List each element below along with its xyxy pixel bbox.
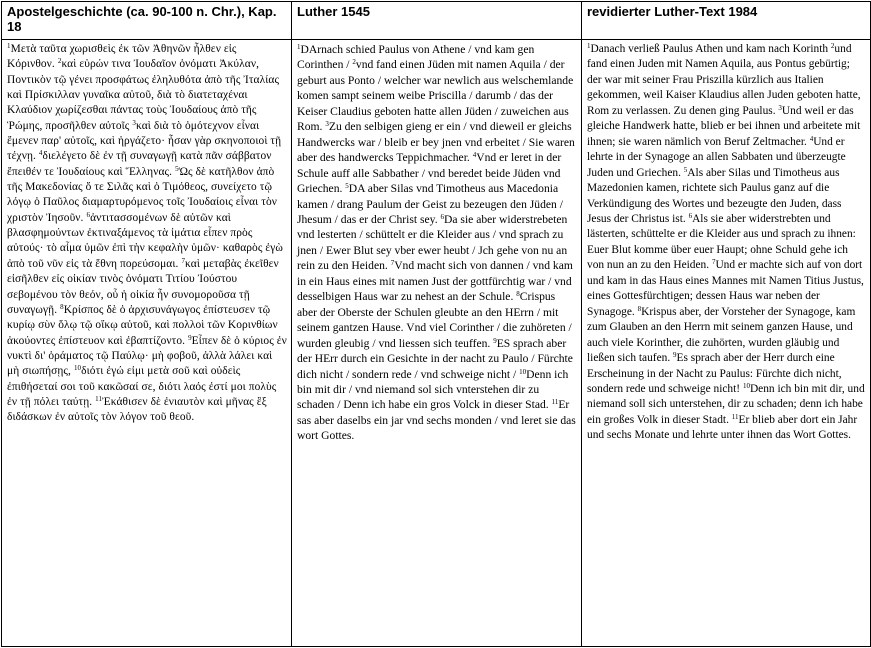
verse-number: 11 — [731, 412, 739, 421]
verse-text: Als sie aber widerstrebten und lästerten, schüttelte er die Kleider aus und sprach zu ihnen: Euer Blut komme über euer Haupt; ohne Schuld gehe ich von nun an zu den Heiden. — [587, 212, 856, 272]
verse-number: 2 — [830, 42, 835, 50]
verse-text: διελέγετο δὲ ἐν τῇ συναγωγῇ κατὰ πᾶν σάββατον ἔπειθέν τε Ἰουδαίους καὶ Ἕλληνας. — [7, 150, 272, 178]
synopsis-table — [1, 1, 871, 647]
header-greek: Apostelgeschichte (ca. 90-100 n. Chr.), Kap. 18 — [2, 2, 292, 40]
verse-number: 7 — [711, 258, 716, 267]
verse-text: Als aber Silas und Timotheus aus Mazedonien kamen, richtete sich Paulus ganz auf die Verkündigung des Wortes und bezeugte den Juden, dass Jesus der Christus ist. — [587, 166, 842, 225]
verse-number: 3 — [325, 120, 329, 129]
header-luther-1984: revidierter Luther-Text 1984 — [582, 2, 871, 40]
header-row — [2, 2, 871, 40]
verse-number: 6 — [688, 211, 693, 220]
verse-number: 5 — [175, 164, 179, 173]
verse-number: 3 — [132, 118, 136, 127]
verse-number: 7 — [390, 259, 395, 268]
verse-text: Da sie aber widerstrebeten vnd lesterten / schüttelt er die Kleider aus / vnd sprach zu jnen / Ewer Blut sey vber ewer heubt / Jch gehe von nu an rein zu den Heiden. — [297, 212, 568, 273]
verse-number: 10 — [742, 381, 750, 390]
verse-text: DArnach schied Paulus von Athene / vnd kam gen Corinthen / — [297, 43, 535, 72]
verse-text: Es sprach aber der Herr durch eine Erscheinung in der Nacht zu Paulus: Fürchte dich nicht, sondern rede und schweige nicht! — [587, 352, 842, 395]
verse-number: 1 — [297, 43, 301, 51]
verse-text: Denn ich bin mit dir, und niemand soll sich unterstehen, dir zu schaden; denn ich habe ein großes Volk in dieser Stadt. — [587, 382, 865, 426]
verse-number: 7 — [181, 256, 186, 265]
verse-text: Μετὰ ταῦτα χωρισθεὶς ἐκ τῶν Ἀθηνῶν ἦλθεν εἰς Κόρινθον. — [7, 43, 237, 71]
luther-1545-text-cell — [292, 40, 582, 647]
verse-number: 6 — [440, 212, 445, 221]
greek-text-cell — [2, 40, 292, 647]
verse-text: Vnd macht sich von dannen / vnd kam in ein Haus eines mit namen Just der gottfürchtig war / vnd desselbigen Haus war zu nehest an der Schule. — [297, 259, 573, 304]
header-luther-1545: Luther 1545 — [292, 2, 582, 40]
verse-number: 11 — [551, 398, 559, 407]
verse-text: Vnd er leret in der Schule auff alle Sabbather / vnd beredet beide Jüden vnd Griechen. — [297, 151, 562, 196]
verse-number: 9 — [493, 336, 497, 345]
verse-text: Und er lehrte in der Synagoge an allen Sabbaten und überzeugte Juden und Griechen. — [587, 135, 846, 179]
verse-number: 5 — [345, 182, 349, 191]
verse-text: Krispus aber, der Vorsteher der Synagoge, kam zum Glauben an den Herrn mit seinem ganzen Hause, und auch viele Korinther, die zuhörten, wurden gläubig und ließen sich taufen. — [587, 305, 856, 365]
verse-text: Danach verließ Paulus Athen und kam nach Korinth — [590, 43, 831, 55]
verse-number: 4 — [809, 134, 814, 143]
verse-text: vnd fand einen Jüden mit namen Aquila / der geburt aus Ponto / welcher war newlich aus welschemlande komen sampt seinem weibe Priscilla / darumb / das der Keiser Claudius geboten hatte allen Jüden / zuweichen aus Rom. — [297, 58, 574, 134]
verse-number: 10 — [519, 367, 527, 376]
verse-text: καὶ διὰ τὸ ὁμότεχνον εἶναι ἔμενεν παρ' αὐτοῖς, καὶ ἠργάζετο· ἦσαν γὰρ σκηνοποιοὶ τῇ τέχνῃ. — [7, 119, 282, 163]
verse-text: ES sprach aber der HErr durch ein Gesichte in der nacht zu Paulo / Fürchte dich nicht / sondern rede / vnd schweige nicht / — [297, 336, 573, 381]
verse-text: καὶ εὑρών τινα Ἰουδαῖον ὀνόματι Ἀκύλαν, Ποντικὸν τῷ γένει προσφάτως ἐληλυθότα ἀπὸ τῆς Ἰταλίας καὶ Πρίσκιλλαν γυναῖκα αὐτοῦ, διὰ τὸ διατεταχέναι Κλαύδιον χωρίζεσθαι πάντας τοὺς Ἰουδαίους ἀπὸ τῆς Ῥώμης, προσῆλθεν αὐτοῖς — [7, 58, 280, 132]
verse-text: Er sas aber daselbs ein jar vnd sechs monden / vnd leret sie das wort Gottes. — [297, 398, 576, 443]
verse-text: Und er machte sich auf von dort und kam in das Haus eines Mannes mit Namen Titius Justus, eines Gottesfürchtigen; dessen Haus war neben der Synagoge. — [587, 259, 864, 318]
verse-number: 2 — [352, 58, 356, 67]
verse-number: 8 — [60, 302, 64, 311]
text-row — [2, 40, 871, 647]
verse-text: ἀντιτασσομένων δὲ αὐτῶν καὶ βλασφημούντων ἐκτιναξάμενος τὰ ἱμάτια εἶπεν πρὸς αὐτούς· τὸ αἷμα ὑμῶν ἐπὶ τὴν κεφαλὴν ὑμῶν· καθαρὸς ἐγὼ ἀπὸ τοῦ νῦν εἰς τὰ ἔθνη πορεύσομαι. — [7, 211, 284, 270]
verse-number: 2 — [57, 57, 62, 66]
verse-number: 6 — [86, 210, 91, 219]
verse-number: 11 — [95, 394, 103, 403]
verse-text: Und weil er das gleiche Handwerk hatte, blieb er bei ihnen und arbeitete mit ihnen; sie waren nämlich von Beruf Zeltmacher. — [587, 104, 861, 148]
verse-text: Denn ich bin mit dir / vnd niemand sol sich vnterstehen dir zu schaden / Denn ich habe ein gros Volck in dieser Stad. — [297, 367, 569, 412]
verse-text: Ὡς δὲ κατῆλθον ἀπὸ τῆς Μακεδονίας ὅ τε Σιλᾶς καὶ ὁ Τιμόθεος, συνείχετο τῷ λόγῳ ὁ Παῦλος διαμαρτυρόμενος τοῖς Ἰουδαίοις εἶναι τὸν χριστὸν Ἰησοῦν. — [7, 165, 278, 224]
verse-number: 4 — [38, 149, 43, 158]
verse-text: Zu den selbigen gieng er ein / vnd dieweil er gleichs Handwercks war / bleib er bey jnen vnd erbeitet / Sie waren aber des handwercks Teppichmacher. — [297, 120, 575, 165]
verse-text: Ἐκάθισεν δὲ ἐνιαυτὸν καὶ μῆνας ἓξ διδάσκων ἐν αὐτοῖς τὸν λόγον τοῦ θεοῦ. — [7, 395, 267, 424]
verse-number: 9 — [188, 333, 192, 342]
verse-number: 9 — [673, 351, 677, 360]
verse-number: 3 — [778, 103, 782, 112]
verse-text: διότι ἐγώ εἰμι μετὰ σοῦ καὶ οὐδεὶς ἐπιθήσεταί σοι τοῦ κακῶσαί σε, διότι λαός ἐστί μοι πολὺς ἐν τῇ πόλει ταύτῃ. — [7, 365, 277, 408]
verse-text: DA aber Silas vnd Timotheus aus Macedonia kamen / drang Paulum der Geist zu bezeugen den Jüden / Jhesum / das er der Christ sey. — [297, 182, 563, 226]
verse-text: und fand einen Juden mit Namen Aquila, aus Pontus gebürtig; der war mit seiner Frau Priszilla kürzlich aus Italien gekommen, weil Kaiser Klaudius allen Juden geboten hatte, Rom zu verlassen. Zu denen ging Paulus. — [587, 43, 861, 117]
verse-number: 10 — [73, 364, 82, 373]
verse-number: 1 — [7, 42, 11, 50]
verse-text: Εἶπεν δὲ ὁ κύριος ἐν νυκτὶ δι' ὁράματος τῷ Παύλῳ· μὴ φοβοῦ, ἀλλὰ λάλει καὶ μὴ σιωπήσῃς, — [7, 334, 287, 378]
verse-number: 5 — [683, 165, 688, 174]
verse-text: καὶ μεταβὰς ἐκεῖθεν εἰσῆλθεν εἰς οἰκίαν τινὸς ὀνόματι Τιτίου Ἰούστου σεβομένου τὸν θεόν, οὗ ἡ οἰκία ἦν συνομοροῦσα τῇ συναγωγῇ. — [7, 257, 279, 316]
verse-text: Κρίσπος δὲ ὁ ἀρχισυνάγωγος ἐπίστευσεν τῷ κυρίῳ σὺν ὅλῳ τῷ οἴκῳ αὐτοῦ, καὶ πολλοὶ τῶν Κορινθίων ἀκούοντες ἐπίστευον καὶ ἐβαπτίζοντο. — [7, 303, 278, 347]
verse-number: 4 — [472, 151, 477, 160]
verse-number: 1 — [587, 42, 591, 50]
verse-text: Crispus aber der Oberste der Schulen gleubte an den HErrn / mit seinem gantzen Hause. Vnd viel Corinther / die zuhöreten / wurden gleubig / vnd liessen sich teuffen. — [297, 290, 572, 350]
luther-1984-text-cell — [582, 40, 871, 647]
verse-text: Er blieb aber dort ein Jahr und sechs Monate und lehrte unter ihnen das Wort Gottes. — [587, 413, 858, 442]
verse-number: 8 — [516, 290, 520, 299]
verse-number: 8 — [637, 304, 642, 313]
